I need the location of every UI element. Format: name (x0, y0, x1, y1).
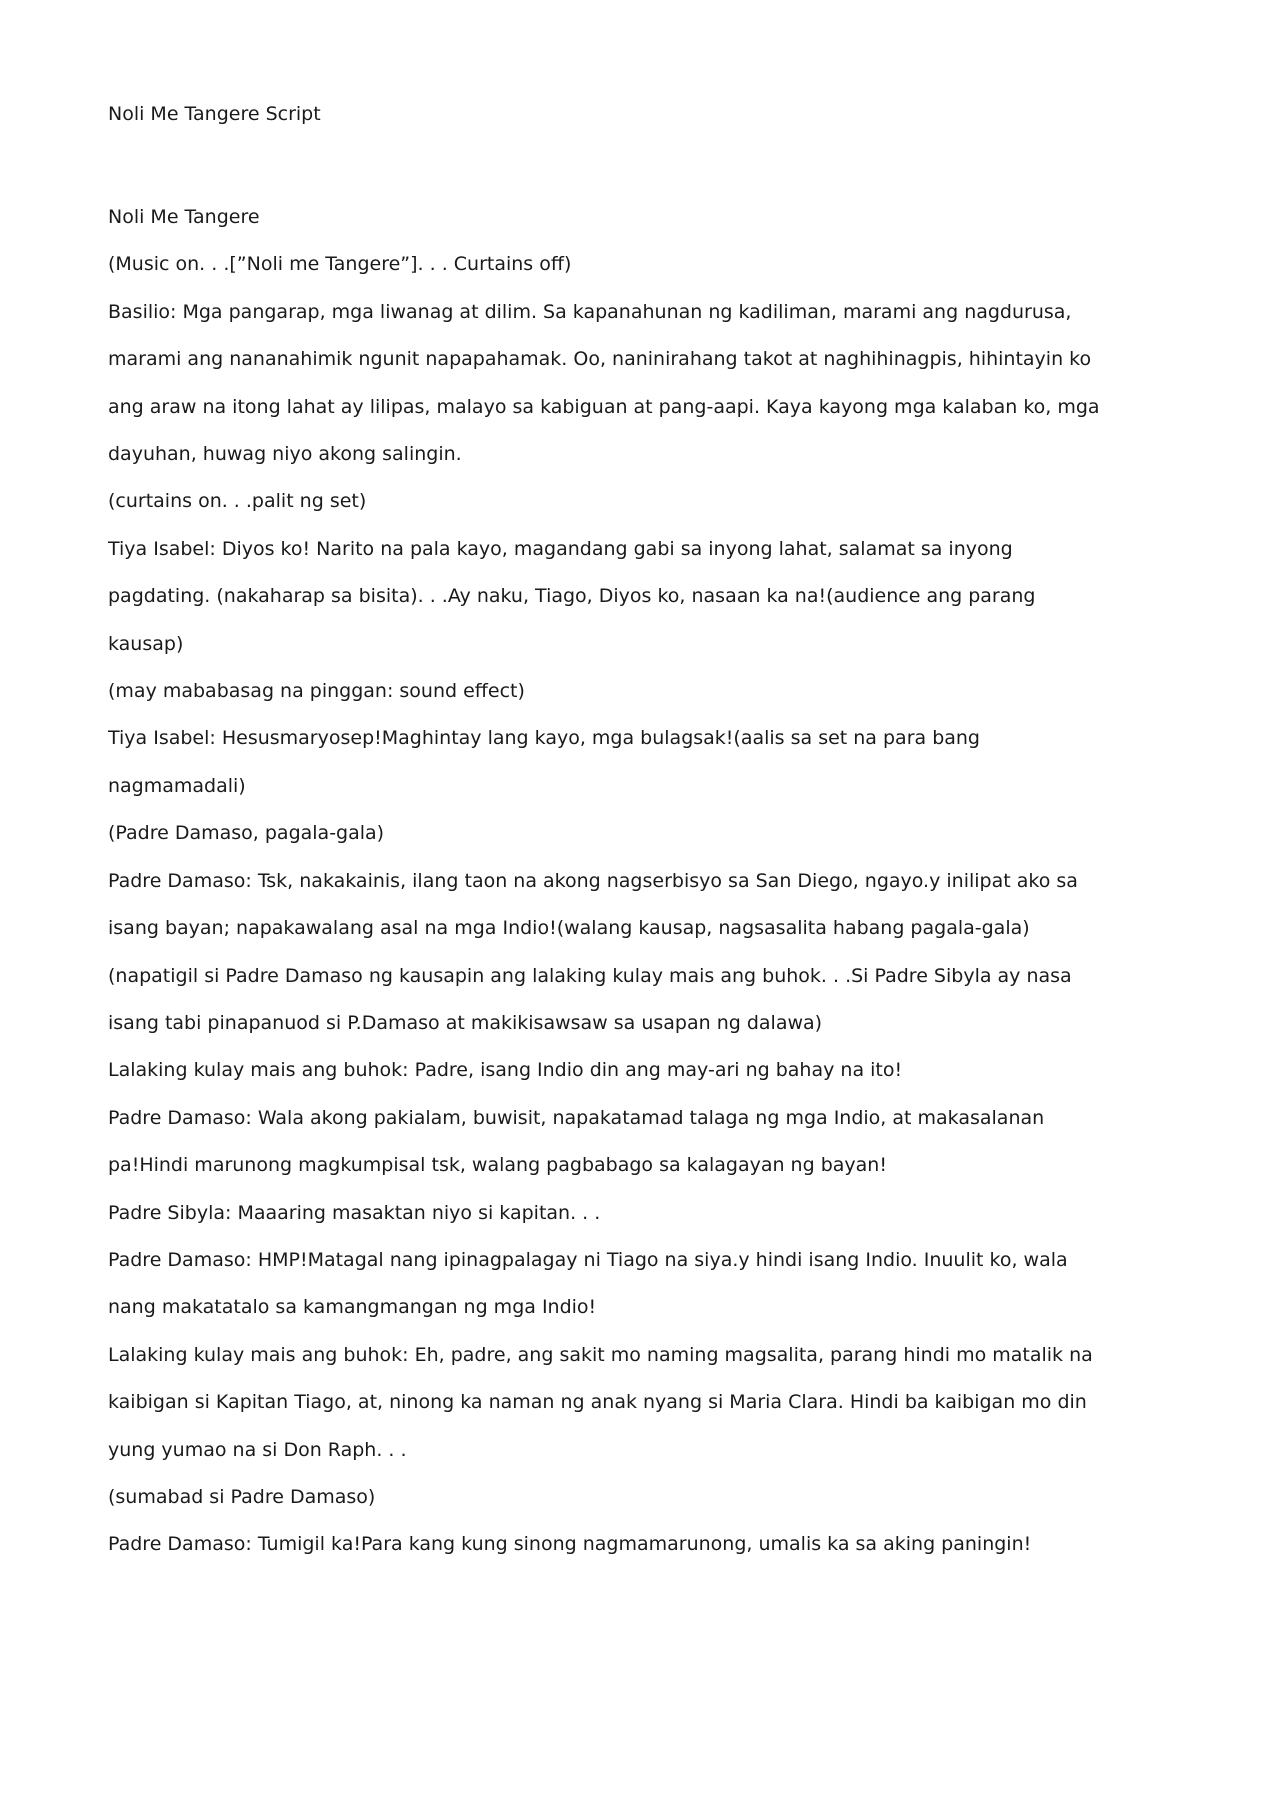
script-line: Noli Me Tangere (108, 206, 260, 228)
script-line: (may mababasag na pinggan: sound effect) (108, 680, 525, 703)
script-line: nagmamadali) (108, 774, 246, 797)
script-line: (sumabad si Padre Damaso) (108, 1485, 376, 1508)
script-line: Padre Damaso: HMP!Matagal nang ipinagpalagay ni Tiago na siya.y hindi isang Indio. Inuulit ko, wala (108, 1248, 1068, 1271)
script-line: Lalaking kulay mais ang buhok: Padre, isang Indio din ang may-ari ng bahay na ito! (108, 1059, 903, 1082)
script-line: Lalaking kulay mais ang buhok: Eh, padre, ang sakit mo naming magsalita, parang hindi mo matalik na (108, 1343, 1093, 1366)
script-line: isang bayan; napakawalang asal na mga Indio!(walang kausap, nagsasalita habang pagala-gala) (108, 917, 1030, 940)
script-line: pagdating. (nakaharap sa bisita). . .Ay naku, Tiago, Diyos ko, nasaan ka na!(audience ang parang (108, 585, 1036, 608)
script-body (108, 194, 1148, 1569)
script-line: yung yumao na si Don Raph. . . (108, 1438, 407, 1461)
script-line: (Padre Damaso, pagala-gala) (108, 822, 385, 845)
script-line: dayuhan, huwag niyo akong salingin. (108, 443, 462, 466)
script-line: (curtains on. . .palit ng set) (108, 490, 367, 513)
script-line: isang tabi pinapanuod si P.Damaso at makikisawsaw sa usapan ng dalawa) (108, 1011, 823, 1034)
script-line: nang makatatalo sa kamangmangan ng mga Indio! (108, 1296, 597, 1319)
script-line: kausap) (108, 632, 184, 655)
script-line: pa!Hindi marunong magkumpisal tsk, walang pagbabago sa kalagayan ng bayan! (108, 1154, 887, 1177)
script-line: ang araw na itong lahat ay lilipas, malayo sa kabiguan at pang-aapi. Kaya kayong mga kalaban ko, mga (108, 395, 1100, 418)
document-title: Noli Me Tangere Script (108, 103, 321, 125)
script-line: Tiya Isabel: Hesusmaryosep!Maghintay lang kayo, mga bulagsak!(aalis sa set na para bang (108, 727, 980, 750)
script-line: Basilio: Mga pangarap, mga liwanag at dilim. Sa kapanahunan ng kadiliman, marami ang nagdurusa, (108, 300, 1072, 323)
script-line: kaibigan si Kapitan Tiago, at, ninong ka naman ng anak nyang si Maria Clara. Hindi ba kaibigan mo din (108, 1391, 1087, 1414)
script-line: (napatigil si Padre Damaso ng kausapin ang lalaking kulay mais ang buhok. . .Si Padre Sibyla ay nasa (108, 964, 1072, 987)
script-line: Tiya Isabel: Diyos ko! Narito na pala kayo, magandang gabi sa inyong lahat, salamat sa inyong (108, 537, 1013, 560)
script-line: marami ang nananahimik ngunit napapahamak. Oo, naninirahang takot at naghihinagpis, hihintayin ko (108, 348, 1092, 371)
script-line: Padre Damaso: Wala akong pakialam, buwisit, napakatamad talaga ng mga Indio, at makasalanan (108, 1106, 1045, 1129)
script-line: Padre Damaso: Tsk, nakakainis, ilang taon na akong nagserbisyo sa San Diego, ngayo.y inilipat ako sa (108, 869, 1078, 892)
script-line: (Music on. . .[”Noli me Tangere”]. . . Curtains off) (108, 253, 572, 276)
script-line: Padre Sibyla: Maaaring masaktan niyo si kapitan. . . (108, 1201, 601, 1224)
script-line: Padre Damaso: Tumigil ka!Para kang kung sinong nagmamarunong, umalis ka sa aking paningin! (108, 1533, 1032, 1556)
